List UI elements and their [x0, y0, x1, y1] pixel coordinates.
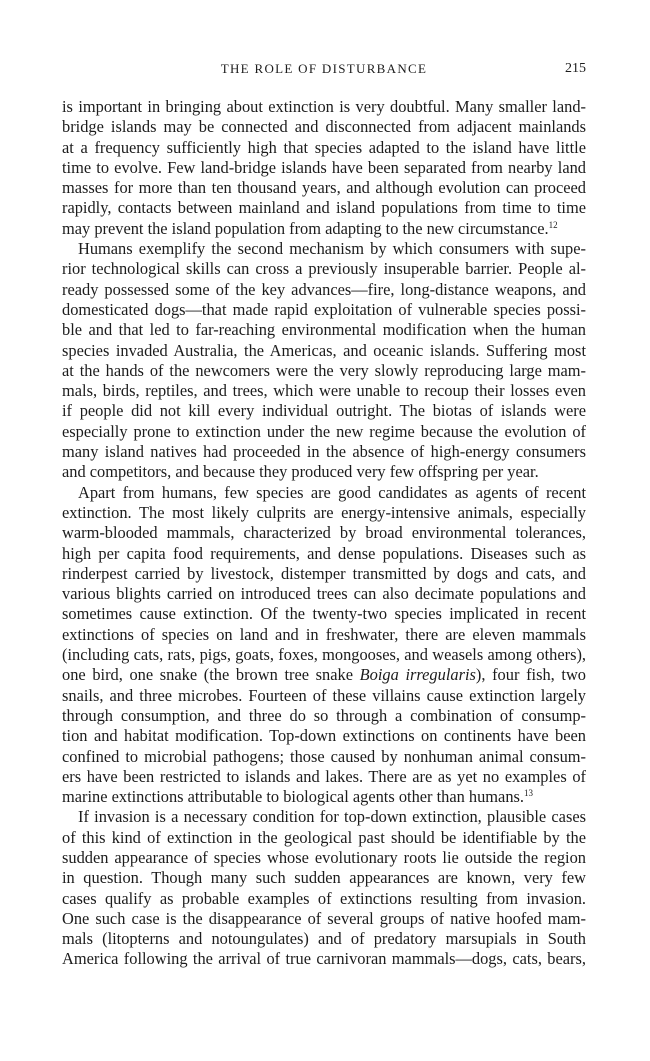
text-line: [62, 219, 586, 239]
text-line: time to evolve. Few land-bridge islands have been separated from nearby land: [62, 157, 586, 177]
text-line: confined to microbial pathogens; those caused by nonhuman animal consum-: [62, 746, 586, 766]
text-line: mals, birds, reptiles, and trees, which were unable to recoup their losses even: [62, 381, 586, 401]
text-line: if people did not kill every individual outright. The biotas of islands were: [62, 401, 586, 421]
species-name: Boiga irregularis: [359, 665, 476, 685]
text-line: especially prone to extinction under the new regime because the evolution of: [62, 421, 586, 441]
text-line: rior technological skills can cross a previously insuperable barrier. People al-: [62, 259, 586, 279]
text-line: extinctions of species on land and in freshwater, there are eleven mammals: [62, 624, 586, 644]
text-line: species invaded Australia, the Americas, and oceanic islands. Suffering most: [62, 340, 586, 360]
text-line: masses for more than ten thousand years, and although evolution can proceed: [62, 178, 586, 198]
text-line: Humans exemplify the second mechanism by which consumers with supe-: [78, 239, 586, 259]
text-line-content: may prevent the island population from adapting to the new circumstance.: [62, 218, 549, 238]
text-line: domesticated dogs—that made rapid exploitation of vulnerable species possi-: [62, 299, 586, 319]
text-line: at the hands of the newcomers were the very slowly reproducing large mam-: [62, 360, 586, 380]
text-line: bridge islands may be connected and disconnected from adjacent mainlands: [62, 117, 586, 137]
page-number: 215: [565, 61, 586, 76]
text-line: Apart from humans, few species are good candidates as agents of recent: [78, 482, 586, 502]
footnote-marker[interactable]: 12: [548, 219, 558, 230]
text-line: high per capita food requirements, and dense populations. Diseases such as: [62, 543, 586, 563]
text-line: [62, 787, 586, 807]
text-line: one bird, one snake (the brown tree snake Boiga irregularis), four fish, two: [62, 665, 586, 685]
text-line: mals (litopterns and notoungulates) and of predatory marsupials in South: [62, 929, 586, 949]
text-line: cases qualify as probable examples of extinctions resulting from invasion.: [62, 888, 586, 908]
text-line: of this kind of extinction in the geological past should be identifiable by the: [62, 827, 586, 847]
text-line: One such case is the disappearance of several groups of native hoofed mam-: [62, 908, 586, 928]
text-line: at a frequency sufficiently high that species adapted to the island have little: [62, 137, 586, 157]
text-line: ble and that led to far-reaching environmental modification when the human: [62, 320, 586, 340]
text-line: tion and habitat modification. Top-down extinctions on continents have been: [62, 726, 586, 746]
text-line: sometimes cause extinction. Of the twenty-two species implicated in recent: [62, 604, 586, 624]
paragraph: [62, 97, 586, 239]
text-line: various blights carried on introduced trees can also decimate populations and: [62, 584, 586, 604]
text-line: rapidly, contacts between mainland and island populations from time to time: [62, 198, 586, 218]
body-text: [62, 97, 586, 970]
text-line: ers have been restricted to islands and lakes. There are as yet no examples of: [62, 766, 586, 786]
text-line: If invasion is a necessary condition for top-down extinction, plausible cases: [78, 807, 586, 827]
text-line: sudden appearance of species whose evolutionary roots lie outside the region: [62, 847, 586, 867]
text-line: in question. Though many such sudden appearances are known, very few: [62, 868, 586, 888]
text-line: rinderpest carried by livestock, distemper transmitted by dogs and cats, and: [62, 563, 586, 583]
text-line: America following the arrival of true carnivoran mammals—dogs, cats, bears,: [62, 949, 586, 969]
paragraph: [62, 807, 586, 969]
text-line-content: marine extinctions attributable to biological agents other than humans.: [62, 787, 525, 807]
paragraph: [62, 483, 586, 808]
text-line: is important in bringing about extinction is very doubtful. Many smaller land-: [62, 97, 586, 116]
text-line: through consumption, and three do so through a combination of consump-: [62, 705, 586, 725]
text-line: many island natives had proceeded in the absence of high-energy consumers: [62, 442, 586, 462]
running-head: [62, 61, 586, 79]
text-line: extinction. The most likely culprits are energy-intensive animals, especially: [62, 502, 586, 522]
text-line: and competitors, and because they produced very few offspring per year.: [62, 462, 539, 482]
text-line: snails, and three microbes. Fourteen of these villains cause extinction largely: [62, 685, 586, 705]
paragraph: [62, 239, 586, 483]
text-line: warm-blooded mammals, characterized by broad environmental tolerances,: [62, 523, 586, 543]
text-line: (including cats, rats, pigs, goats, foxes, mongooses, and weasels among others),: [62, 645, 586, 665]
text-line: ready possessed some of the key advances—fire, long-distance weapons, and: [62, 279, 586, 299]
running-head-title: THE ROLE OF DISTURBANCE: [220, 61, 428, 76]
footnote-marker[interactable]: 13: [524, 788, 534, 799]
